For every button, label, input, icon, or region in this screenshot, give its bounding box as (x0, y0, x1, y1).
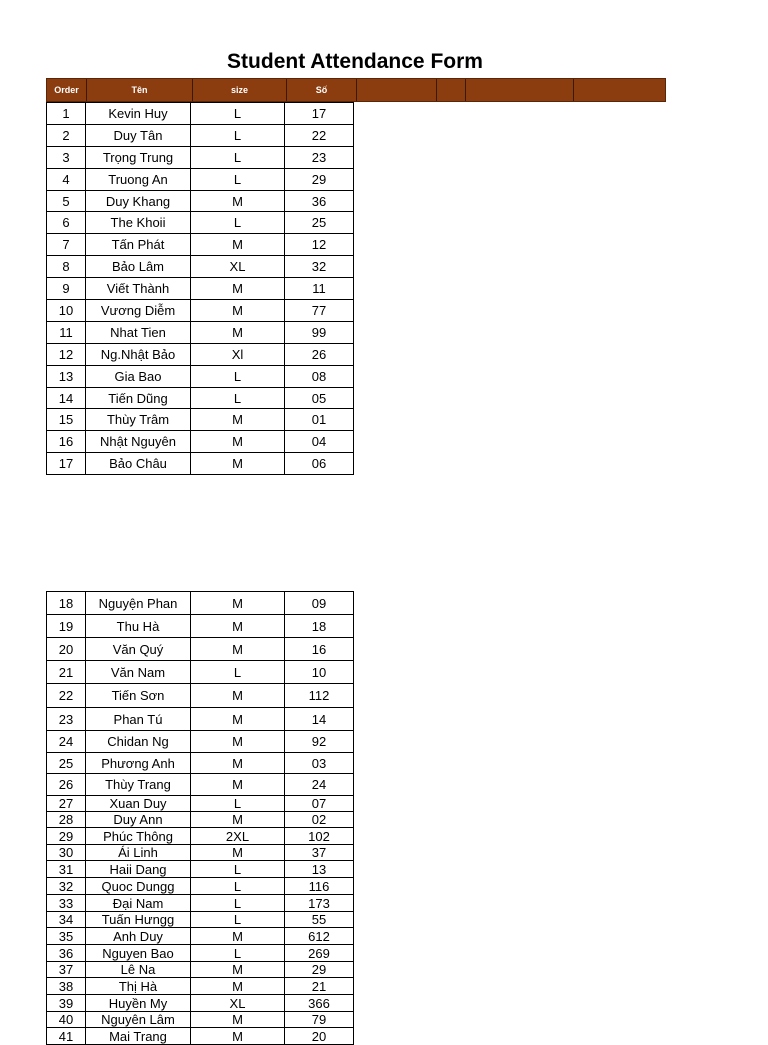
order-cell: 20 (47, 638, 86, 661)
number-cell: 16 (285, 638, 354, 661)
header-empty-col (357, 79, 437, 101)
size-cell: L (191, 912, 285, 928)
name-cell: Viết Thành (86, 278, 191, 300)
number-cell: 10 (285, 661, 354, 684)
number-cell: 05 (285, 387, 354, 409)
order-cell: 8 (47, 256, 86, 278)
number-cell: 07 (285, 796, 354, 812)
order-cell: 32 (47, 878, 86, 895)
table-row (47, 828, 354, 845)
order-cell: 17 (47, 453, 86, 475)
table-row (47, 861, 354, 878)
size-cell: L (191, 878, 285, 895)
table-row (47, 256, 354, 278)
size-cell: L (191, 945, 285, 962)
table-row (47, 103, 354, 125)
name-cell: Lê Na (86, 962, 191, 978)
order-cell: 10 (47, 300, 86, 322)
size-cell: Xl (191, 343, 285, 365)
size-cell: L (191, 124, 285, 146)
header-empty-col (437, 79, 466, 101)
size-cell: XL (191, 995, 285, 1012)
number-cell: 22 (285, 124, 354, 146)
size-cell: L (191, 661, 285, 684)
number-cell: 12 (285, 234, 354, 256)
size-cell: L (191, 146, 285, 168)
number-cell: 03 (285, 753, 354, 774)
size-cell: M (191, 453, 285, 475)
order-cell: 11 (47, 321, 86, 343)
order-cell: 21 (47, 661, 86, 684)
table-row (47, 321, 354, 343)
name-cell: Văn Nam (86, 661, 191, 684)
order-cell: 5 (47, 190, 86, 212)
table-row (47, 343, 354, 365)
number-cell: 366 (285, 995, 354, 1012)
table-row (47, 300, 354, 322)
number-cell: 23 (285, 146, 354, 168)
size-cell: M (191, 731, 285, 753)
number-cell: 24 (285, 774, 354, 796)
table-row (47, 708, 354, 731)
size-cell: M (191, 592, 285, 615)
table-row (47, 661, 354, 684)
number-cell: 37 (285, 845, 354, 861)
name-cell: Kevin Huy (86, 103, 191, 125)
name-cell: Thu Hà (86, 615, 191, 638)
size-cell: M (191, 928, 285, 945)
name-cell: Duy Tân (86, 124, 191, 146)
order-cell: 7 (47, 234, 86, 256)
order-cell: 29 (47, 828, 86, 845)
name-cell: The Khoii (86, 212, 191, 234)
name-cell: Nhat Tien (86, 321, 191, 343)
table-row (47, 895, 354, 912)
table-row (47, 409, 354, 431)
order-cell: 1 (47, 103, 86, 125)
size-cell: M (191, 615, 285, 638)
table-row (47, 124, 354, 146)
order-cell: 15 (47, 409, 86, 431)
order-cell: 35 (47, 928, 86, 945)
size-cell: L (191, 103, 285, 125)
order-cell: 2 (47, 124, 86, 146)
order-cell: 33 (47, 895, 86, 912)
order-cell: 3 (47, 146, 86, 168)
header-empty-col (574, 79, 665, 101)
header-size: size (193, 79, 287, 101)
size-cell: L (191, 895, 285, 912)
size-cell: L (191, 861, 285, 878)
number-cell: 116 (285, 878, 354, 895)
table-row (47, 731, 354, 753)
number-cell: 612 (285, 928, 354, 945)
number-cell: 26 (285, 343, 354, 365)
number-cell: 14 (285, 708, 354, 731)
number-cell: 102 (285, 828, 354, 845)
size-cell: M (191, 638, 285, 661)
size-cell: XL (191, 256, 285, 278)
name-cell: Thị Hà (86, 978, 191, 995)
order-cell: 40 (47, 1012, 86, 1028)
table-row (47, 278, 354, 300)
name-cell: Ng.Nhật Bảo (86, 343, 191, 365)
name-cell: Tuấn Hưngg (86, 912, 191, 928)
order-cell: 26 (47, 774, 86, 796)
size-cell: M (191, 708, 285, 731)
name-cell: Nhật Nguyên (86, 431, 191, 453)
number-cell: 99 (285, 321, 354, 343)
number-cell: 11 (285, 278, 354, 300)
table-row (47, 945, 354, 962)
name-cell: Gia Bao (86, 365, 191, 387)
name-cell: Nguyên Lâm (86, 1012, 191, 1028)
table-row (47, 1028, 354, 1045)
size-cell: L (191, 212, 285, 234)
order-cell: 39 (47, 995, 86, 1012)
order-cell: 38 (47, 978, 86, 995)
number-cell: 32 (285, 256, 354, 278)
number-cell: 25 (285, 212, 354, 234)
size-cell: M (191, 845, 285, 861)
size-cell: L (191, 168, 285, 190)
name-cell: Trọng Trung (86, 146, 191, 168)
order-cell: 19 (47, 615, 86, 638)
size-cell: M (191, 409, 285, 431)
size-cell: M (191, 190, 285, 212)
table-row (47, 812, 354, 828)
header-empty-col (466, 79, 574, 101)
name-cell: Ái Linh (86, 845, 191, 861)
size-cell: M (191, 234, 285, 256)
order-cell: 16 (47, 431, 86, 453)
size-cell: M (191, 431, 285, 453)
number-cell: 21 (285, 978, 354, 995)
table-row (47, 615, 354, 638)
order-cell: 25 (47, 753, 86, 774)
number-cell: 36 (285, 190, 354, 212)
name-cell: Phương Anh (86, 753, 191, 774)
name-cell: Duy Khang (86, 190, 191, 212)
number-cell: 08 (285, 365, 354, 387)
order-cell: 6 (47, 212, 86, 234)
name-cell: Xuan Duy (86, 796, 191, 812)
order-cell: 27 (47, 796, 86, 812)
name-cell: Bảo Châu (86, 453, 191, 475)
attendance-table-part2 (46, 591, 354, 1045)
name-cell: Tiến Sơn (86, 684, 191, 708)
name-cell: Nguyện Phan (86, 592, 191, 615)
table-row (47, 212, 354, 234)
order-cell: 18 (47, 592, 86, 615)
name-cell: Nguyen Bao (86, 945, 191, 962)
number-cell: 269 (285, 945, 354, 962)
header-name: Tên (87, 79, 193, 101)
name-cell: Bảo Lâm (86, 256, 191, 278)
name-cell: Huyền My (86, 995, 191, 1012)
size-cell: M (191, 278, 285, 300)
size-cell: M (191, 753, 285, 774)
table-row (47, 774, 354, 796)
number-cell: 29 (285, 168, 354, 190)
order-cell: 34 (47, 912, 86, 928)
order-cell: 24 (47, 731, 86, 753)
number-cell: 04 (285, 431, 354, 453)
number-cell: 13 (285, 861, 354, 878)
size-cell: M (191, 774, 285, 796)
header-number: Số (287, 79, 357, 101)
table-row (47, 753, 354, 774)
name-cell: Truong An (86, 168, 191, 190)
order-cell: 28 (47, 812, 86, 828)
number-cell: 173 (285, 895, 354, 912)
size-cell: L (191, 387, 285, 409)
table-row (47, 684, 354, 708)
name-cell: Văn Quý (86, 638, 191, 661)
table-row (47, 592, 354, 615)
number-cell: 29 (285, 962, 354, 978)
table-row (47, 168, 354, 190)
order-cell: 37 (47, 962, 86, 978)
size-cell: M (191, 812, 285, 828)
number-cell: 09 (285, 592, 354, 615)
size-cell: M (191, 300, 285, 322)
order-cell: 14 (47, 387, 86, 409)
table-row (47, 928, 354, 945)
number-cell: 77 (285, 300, 354, 322)
table-row (47, 995, 354, 1012)
name-cell: Thùy Trâm (86, 409, 191, 431)
name-cell: Phúc Thông (86, 828, 191, 845)
name-cell: Tấn Phát (86, 234, 191, 256)
number-cell: 79 (285, 1012, 354, 1028)
order-cell: 22 (47, 684, 86, 708)
name-cell: Tiến Dũng (86, 387, 191, 409)
name-cell: Duy Ann (86, 812, 191, 828)
name-cell: Đại Nam (86, 895, 191, 912)
number-cell: 55 (285, 912, 354, 928)
size-cell: L (191, 796, 285, 812)
size-cell: M (191, 1012, 285, 1028)
order-cell: 23 (47, 708, 86, 731)
name-cell: Haii Dang (86, 861, 191, 878)
order-cell: 41 (47, 1028, 86, 1045)
name-cell: Anh Duy (86, 928, 191, 945)
table-row (47, 878, 354, 895)
size-cell: M (191, 684, 285, 708)
number-cell: 17 (285, 103, 354, 125)
order-cell: 36 (47, 945, 86, 962)
size-cell: M (191, 1028, 285, 1045)
table-row (47, 234, 354, 256)
size-cell: M (191, 962, 285, 978)
number-cell: 02 (285, 812, 354, 828)
table-row (47, 431, 354, 453)
table-row (47, 796, 354, 812)
attendance-table-part1 (46, 102, 354, 475)
number-cell: 01 (285, 409, 354, 431)
table-row (47, 638, 354, 661)
order-cell: 30 (47, 845, 86, 861)
number-cell: 18 (285, 615, 354, 638)
order-cell: 9 (47, 278, 86, 300)
table-row (47, 845, 354, 861)
table-row (47, 912, 354, 928)
size-cell: M (191, 321, 285, 343)
table-row (47, 365, 354, 387)
order-cell: 13 (47, 365, 86, 387)
name-cell: Vương Diễm (86, 300, 191, 322)
size-cell: L (191, 365, 285, 387)
size-cell: M (191, 978, 285, 995)
number-cell: 20 (285, 1028, 354, 1045)
size-cell: 2XL (191, 828, 285, 845)
table-row (47, 962, 354, 978)
order-cell: 31 (47, 861, 86, 878)
header-order: Order (47, 79, 87, 101)
table-header (46, 78, 666, 102)
order-cell: 12 (47, 343, 86, 365)
number-cell: 92 (285, 731, 354, 753)
name-cell: Phan Tú (86, 708, 191, 731)
order-cell: 4 (47, 168, 86, 190)
name-cell: Chidan Ng (86, 731, 191, 753)
form-title: Student Attendance Form (227, 50, 483, 73)
name-cell: Mai Trang (86, 1028, 191, 1045)
table-row (47, 453, 354, 475)
table-row (47, 387, 354, 409)
number-cell: 06 (285, 453, 354, 475)
table-row (47, 1012, 354, 1028)
name-cell: Quoc Dungg (86, 878, 191, 895)
number-cell: 112 (285, 684, 354, 708)
name-cell: Thùy Trang (86, 774, 191, 796)
table-row (47, 978, 354, 995)
table-row (47, 190, 354, 212)
table-row (47, 146, 354, 168)
